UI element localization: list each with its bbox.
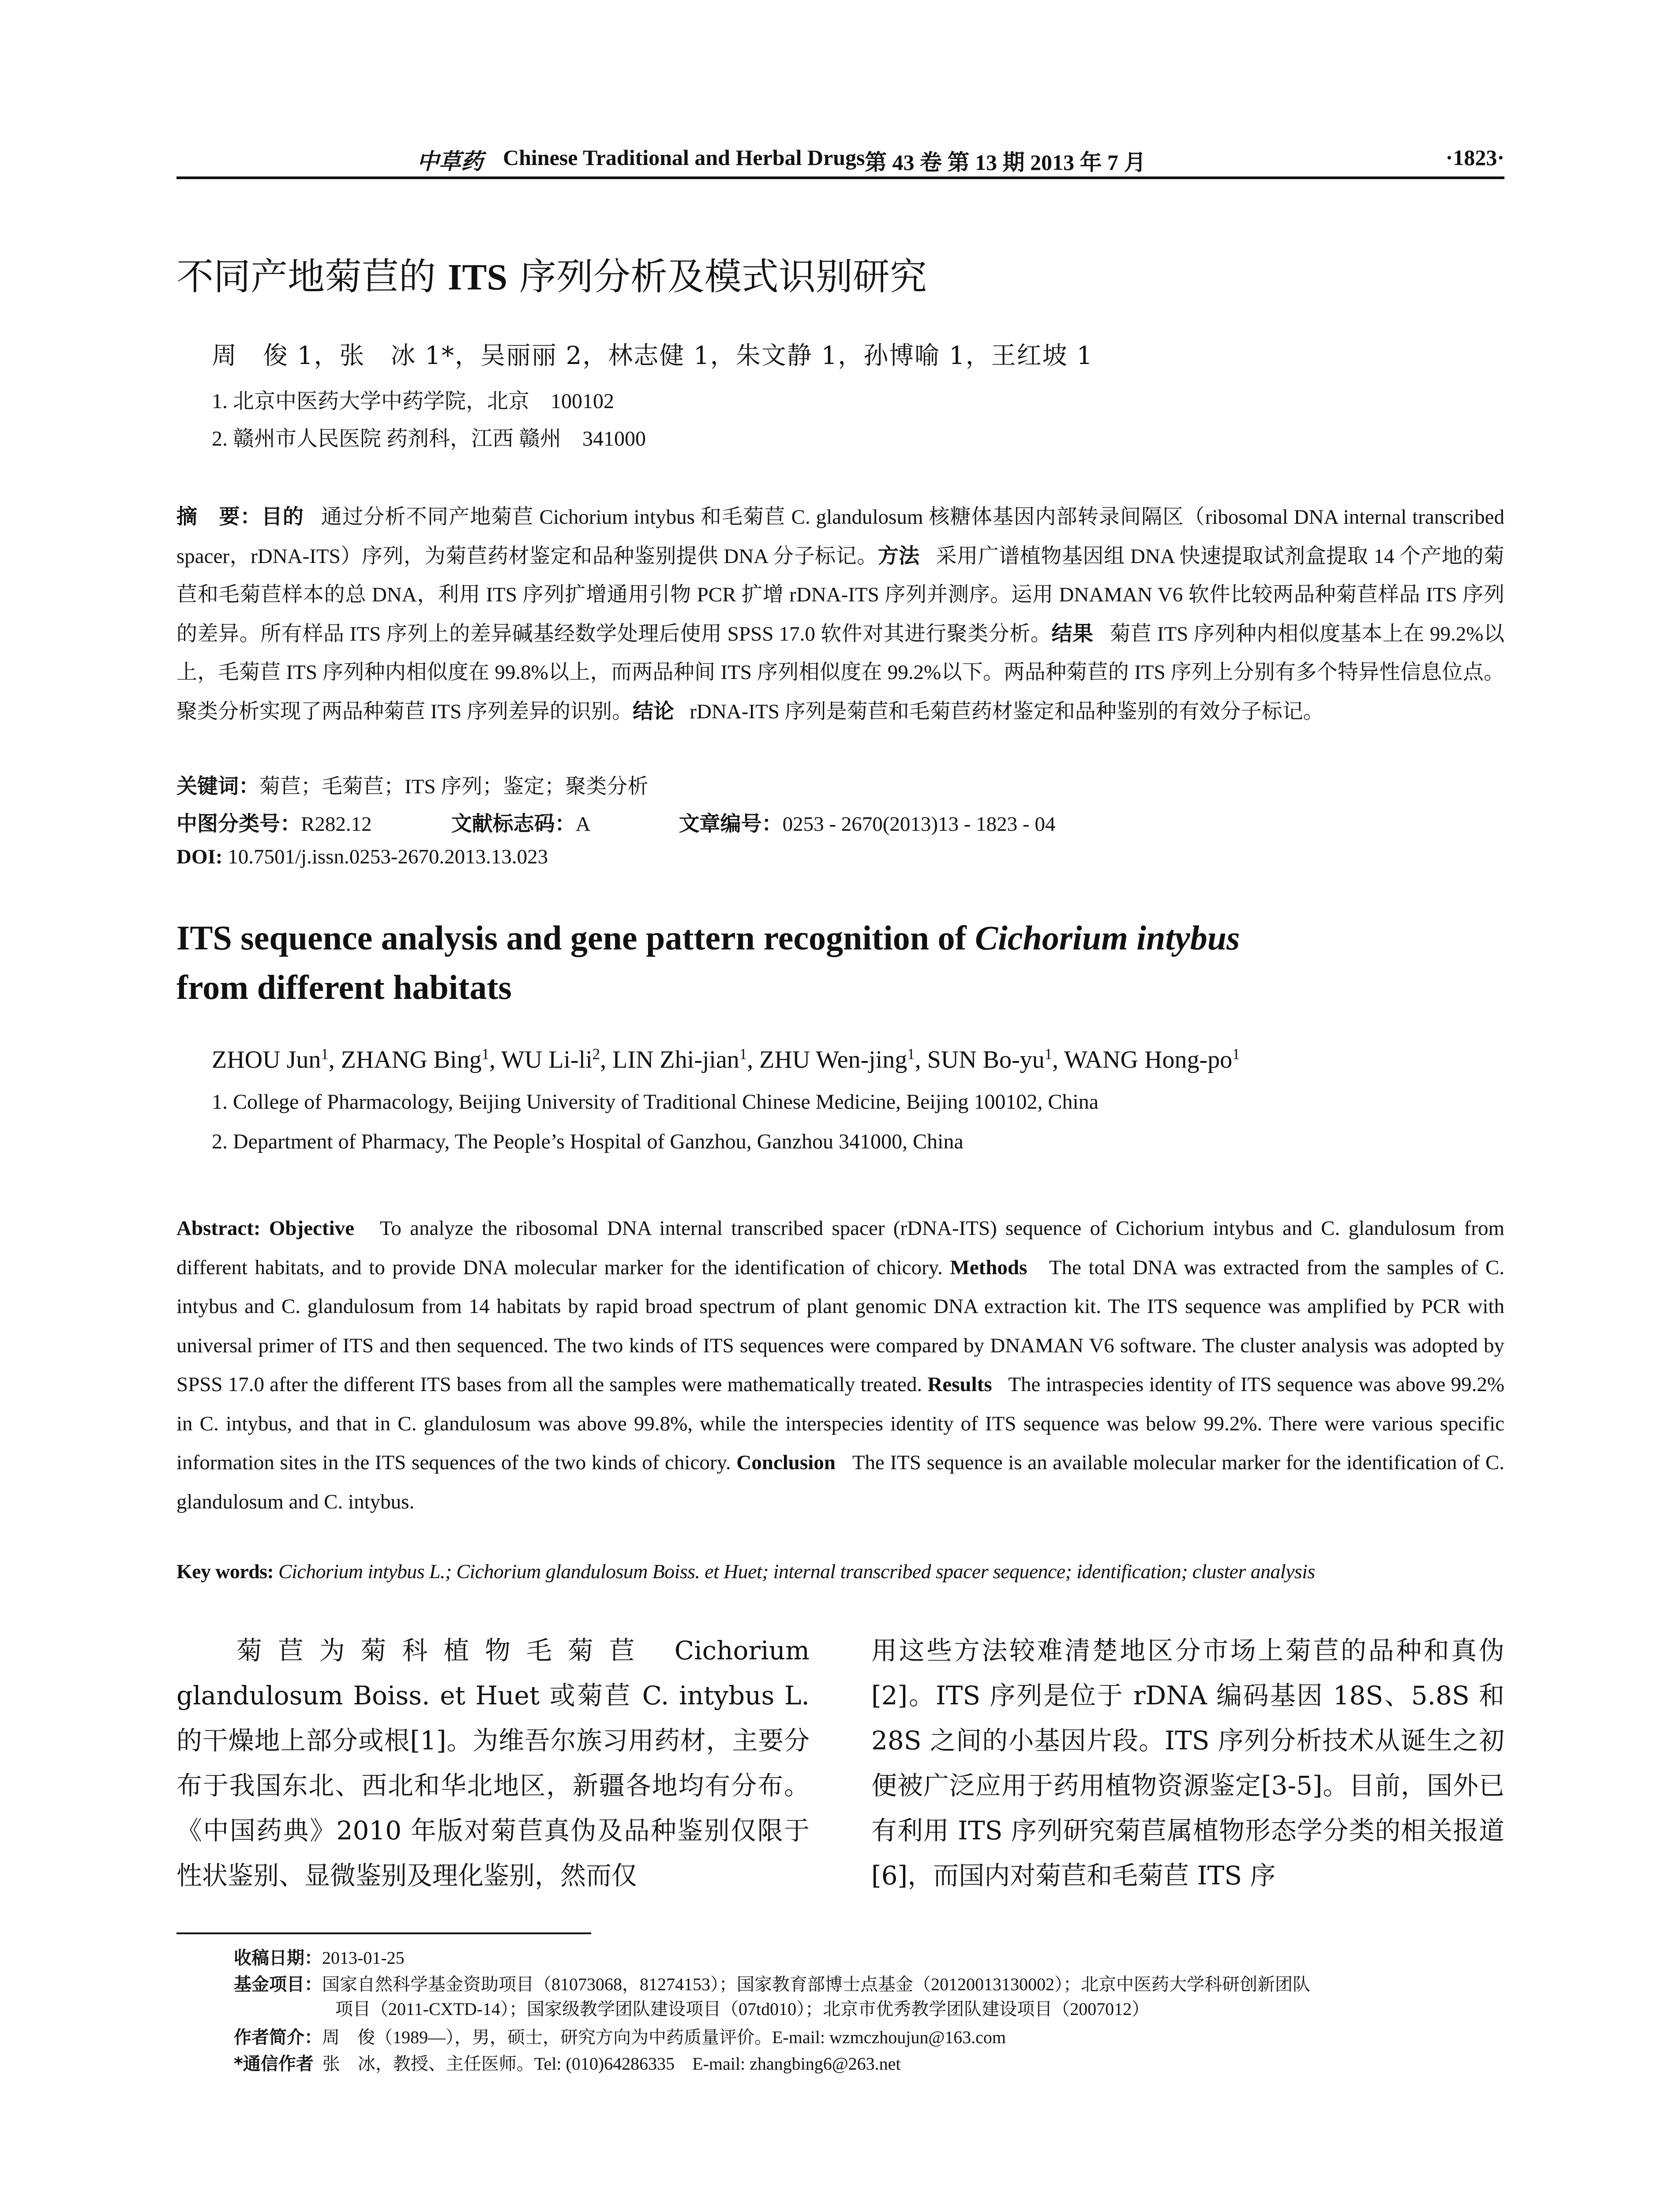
author-en: WU $Li-li^2$ (501, 1045, 600, 1073)
author-en: ZHANG Bing$^1$ (341, 1045, 489, 1073)
body-column-left: 菊苣为菊科植物毛菊苣 Cichorium glandulosum Boiss. et Huet 或菊苣 C. intybus L. 的干燥地上部分或根[1]。为维吾尔族习用药材，主要分布于我国东北、西北和华北地区，新疆各地均有分布。《中国药典》2010 年版对菊苣真伪及品种鉴别仅限于性状鉴别、显微鉴别及理化鉴别，然而仅 (176, 1636, 810, 1891)
page-number: ·1823· (1445, 145, 1504, 170)
author-affiliation-mark: 1 (321, 1045, 329, 1063)
body-column-right: 用这些方法较难清楚地区分市场上菊苣的品种和真伪[2]。ITS 序列是位于 rDNA 编码基因 18S、5.8S 和 28S 之间的小基因片段。ITS 序列分析技术从诞生之初便被广泛应用于药用植物资源鉴定[3-5]。目前，国外已有利用 ITS 序列研究菊苣属植物形态学分类的相关报道[6]，而国内对菊苣和毛菊苣 ITS 序 (871, 1636, 1504, 1891)
footnote-author: 作者简介：周 俊（1989—），男，硕士，研究方向为中药质量评价。E-mail: wzmczhoujun@163.com (234, 2027, 1006, 2048)
author-en: SUN $Bo-yu^1$ (927, 1045, 1052, 1073)
affiliation-cn-2: 2. 赣州市人民医院 药剂科，江西 赣州 341000 (212, 427, 646, 450)
footnote-rule (176, 1932, 591, 1934)
classification-line: 中图分类号：R282.12 文献标志码：A 文章编号：0253 - 2670(2013)13 - 1823 - 04 (176, 812, 1056, 836)
author-affiliation-mark: 1 (907, 1045, 915, 1063)
author-en: ZHU Wen-jing$^1$ (759, 1045, 915, 1073)
author-affiliation-mark: 1 (1232, 1045, 1240, 1063)
journal-logo-cn: 中草药 (417, 148, 483, 174)
footnote-fund: 基金项目：国家自然科学基金资助项目（81073068，81274153）；国家教育部博士点基金（20120013130002）；北京中医药大学科研创新团队 项目（2011-CXTD-14）；国家级教学团队建设项目（07td010）；北京市优秀教学团队建设项目（2007012） (234, 1974, 1310, 2019)
author-en: WANG Hong-$po^1$ (1064, 1045, 1240, 1073)
title-cn: 不同产地菊苣的 ITS 序列分析及模式识别研究 (176, 255, 927, 298)
author-en: LIN Zhi-jian$^1$ (612, 1045, 747, 1073)
affiliation-en-1: 1. College of Pharmacology, Beijing University of Traditional Chinese Medicine, Beijing 100102, China (212, 1090, 1099, 1114)
running-header (176, 140, 1504, 179)
authors-en: ZHOU Jun$^1$, ZHANG Bing$^1$, WU $Li-li^2$, LIN Zhi-jian$^1$, ZHU Wen-jing$^1$, SUN $Bo-yu^1$, WANG Hong-$po^1$ (212, 1045, 1240, 1073)
doi-line: DOI: 10.7501/j.issn.0253-2670.2013.13.023 (176, 845, 548, 868)
author-affiliation-mark: 2 (592, 1045, 600, 1063)
author-affiliation-mark: 1 (1044, 1045, 1052, 1063)
affiliation-en-2: 2. Department of Pharmacy, The People’s Hospital of Ganzhou, Ganzhou 341000, China (212, 1130, 964, 1153)
affiliation-cn-1: 1. 北京中医药大学中药学院，北京 100102 (212, 390, 615, 413)
author-affiliation-mark: 1 (481, 1045, 489, 1063)
abstract-en: Abstract: Objective To analyze the ribosomal DNA internal transcribed spacer (rDNA-ITS) sequence of Cichorium intybus and C. glandulosum from different habitats, and to provide DNA molecular marker for the identification of chicory. Methods The total DNA was extracted from the samples of C. intybus and C. glandulosum from 14 habitats by rapid broad spectrum of plant genomic DNA extraction kit. The ITS sequence was amplified by PCR with universal primer of ITS and then sequenced. The two kinds of ITS sequences were compared by DNAMAN V6 software. The cluster analysis was adopted by SPSS 17.0 after the different ITS bases from all the samples were mathematically treated. Results The intraspecies identity of ITS sequence was above 99.2% in C. intybus, and that in C. glandulosum was above 99.8%, while the interspecies identity of ITS sequence was below 99.2%. There were various specific information sites in the ITS sequences of the two kinds of chicory. Conclusion The ITS sequence is an available molecular marker for the identification of C. glandulosum and C. intybus. (176, 1217, 1505, 1513)
journal-name-en: Chinese Traditional and Herbal Drugs (503, 145, 865, 170)
abstract-cn: 摘 要：目的 通过分析不同产地菊苣 Cichorium intybus 和毛菊苣 C. glandulosum 核糖体基因内部转录间隔区（ribosomal DNA internal transcribed spacer，rDNA-ITS）序列，为菊苣药材鉴定和品种鉴别提供 DNA 分子标记。方法 采用广谱植物基因组 DNA 快速提取试剂盒提取 14 个产地的菊苣和毛菊苣样本的总 DNA，利用 ITS 序列扩增通用引物 PCR 扩增 rDNA-ITS 序列并测序。运用 DNAMAN V6 软件比较两品种菊苣样品 ITS 序列的差异。所有样品 ITS 序列上的差异碱基经数学处理后使用 SPSS 17.0 软件对其进行聚类分析。结果 菊苣 ITS 序列种内相似度基本上在 99.2%以上，毛菊苣 ITS 序列种内相似度在 99.8%以上，而两品种间 ITS 序列相似度在 99.2%以下。两品种菊苣的 ITS 序列上分别有多个特异性信息位点。聚类分析实现了两品种菊苣 ITS 序列差异的识别。结论 rDNA-ITS 序列是菊苣和毛菊苣药材鉴定和品种鉴别的有效分子标记。 (176, 505, 1505, 724)
title-en: ITS sequence analysis and gene pattern recognition of Cichorium intybus from different habitats (176, 919, 1240, 1006)
author-affiliation-mark: 1 (739, 1045, 747, 1063)
footnote-received: 收稿日期：2013-01-25 (234, 1948, 405, 1968)
issue-info: 第 43 卷 第 13 期 2013 年 7 月 (865, 150, 1146, 175)
footnote-corresponding: *通信作者 张 冰，教授、主任医师。Tel: (010)64286335 E-mail: zhangbing6@263.net (234, 2054, 901, 2074)
author-en: ZHOU Jun$^1$ (212, 1045, 329, 1073)
keywords-cn: 关键词：菊苣；毛菊苣；ITS 序列；鉴定；聚类分析 (176, 774, 649, 799)
authors-cn: 周 俊 1，张 冰 1*，吴丽丽 2，林志健 1，朱文静 1，孙博喻 1，王红坡 1 (212, 341, 1094, 370)
keywords-en: Key words: Cichorium intybus L.; Cichorium glandulosum Boiss. et Huet; internal transcribed spacer sequence; identification; cluster analysis (176, 1560, 1315, 1583)
